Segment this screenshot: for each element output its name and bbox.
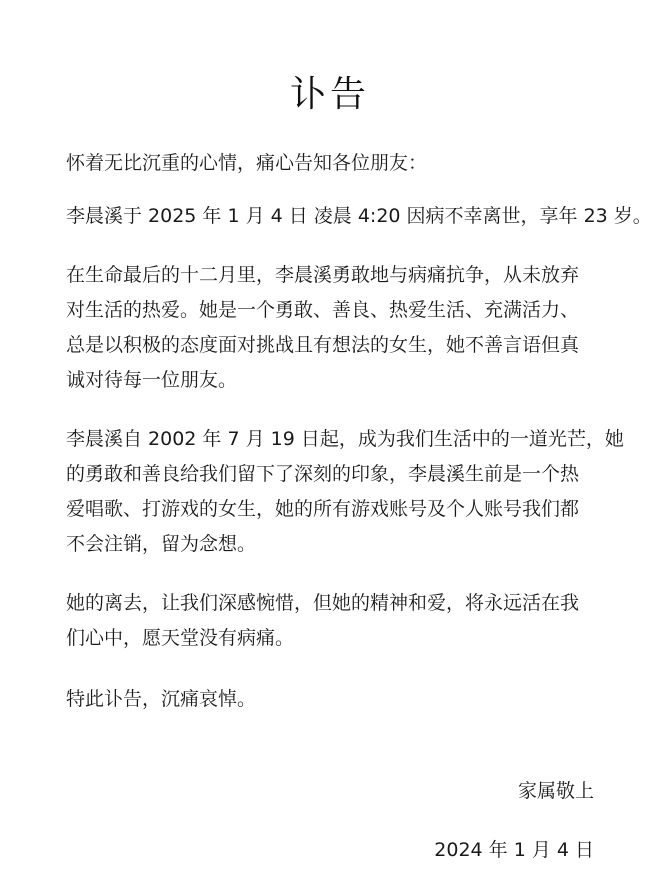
closing-text: 特此讣告，沉痛哀悼。 [66, 688, 257, 710]
paragraph-1-line: 在生命最后的十二月里，李晨溪勇敢地与病痛抗争，从未放弃 [66, 264, 580, 286]
paragraph-3-line: 她的离去，让我们深感惋惜，但她的精神和爱，将永远活在我 [66, 592, 580, 614]
paragraph-2 [66, 422, 624, 562]
paragraph-1-line: 对生活的热爱。她是一个勇敢、善良、热爱生活、充满活力、 [66, 299, 580, 321]
paragraph-1-line: 总是以积极的态度面对挑战且有想法的女生，她不善言语但真 [66, 334, 580, 356]
paragraph-1 [66, 258, 614, 398]
announcement-text: 李晨溪于 2025 年 1 月 4 日 凌晨 4:20 因病不幸离世，享年 23 岁。 [66, 205, 652, 227]
paragraph-2-line: 李晨溪自 2002 年 7 月 19 日起，成为我们生活中的一道光芒，她 [66, 428, 624, 450]
paragraph-2-line: 不会注销，留为念想。 [66, 533, 257, 555]
paragraph-3-line: 们心中，愿天堂没有病痛。 [66, 627, 295, 649]
date-text: 2024 年 1 月 4 日 [434, 839, 594, 861]
signature-text: 家属敬上 [517, 780, 594, 802]
document-body [66, 146, 652, 717]
signature-block [434, 774, 594, 868]
paragraph-2-line: 的勇敢和善良给我们留下了深刻的印象，李晨溪生前是一个热 [66, 463, 580, 485]
greeting-text: 怀着无比沉重的心情，痛心告知各位朋友： [66, 152, 428, 174]
paragraph-3 [66, 586, 614, 656]
paragraph-2-line: 爱唱歌、打游戏的女生，她的所有游戏账号及个人账号我们都 [66, 498, 580, 520]
document-title: 讣告 [289, 74, 370, 115]
paragraph-1-line: 诚对待每一位朋友。 [66, 369, 238, 391]
